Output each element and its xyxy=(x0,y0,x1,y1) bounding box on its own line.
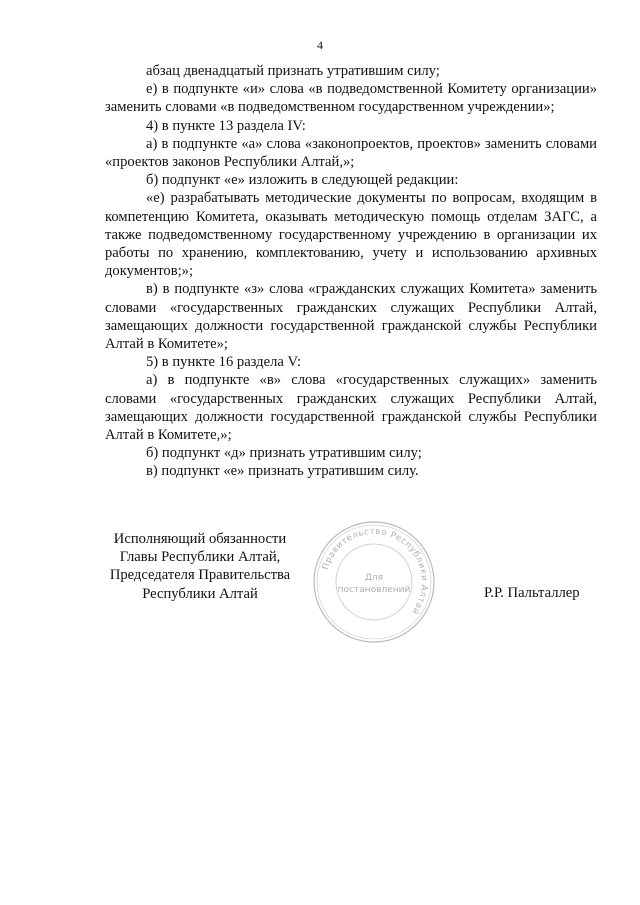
signatory-position-line: Главы Республики Алтай, xyxy=(119,549,281,566)
signatory-position-line: Исполняющий обязанности xyxy=(113,531,287,547)
paragraph: а) в подпункте «в» слова «государственных служащих» заменить словами «государственных гражданских служащих Республики Алтай, замещающих должности государственной гражданской службы Республики Алтай в Комитете,»; xyxy=(105,372,597,444)
seal-ring-text: Правительство Республики Алтай xyxy=(320,526,430,617)
paragraph: б) подпункт «д» признать утратившим силу; xyxy=(146,445,422,462)
seal-center-line: Для xyxy=(364,573,384,583)
paragraph: «е) разрабатывать методические документы по вопросам, входящим в компетенцию Комитета, оказывать методическую помощь отделам ЗАГС, а также подведомственному государственному учреждению в организации их работы по хранению, комплектованию, учету и использованию архивных документов;»; xyxy=(105,190,597,280)
signatory-position xyxy=(104,530,296,603)
paragraph: абзац двенадцатый признать утратившим силу; xyxy=(146,63,440,79)
document-body xyxy=(105,62,597,481)
signatory-name: Р.Р. Пальталлер xyxy=(484,585,580,601)
paragraph: в) подпункт «е» признать утратившим силу. xyxy=(146,463,419,480)
paragraph: а) в подпункте «а» слова «законопроектов, проектов» заменить словами «проектов законов Республики Алтай,»; xyxy=(105,135,597,171)
seal-center-line: постановлений xyxy=(337,585,411,595)
paragraph: в) в подпункте «з» слова «гражданских служащих Комитета» заменить словами «государственных гражданских служащих Республики Алтай, замещающих должности государственной гражданской службы Республики Алтай в Комитете»; xyxy=(105,281,597,353)
paragraph: е) в подпункте «и» слова «в подведомственной Комитету организации» заменить словами «в подведомственном государственном учреждении»; xyxy=(105,81,597,116)
page-number: 4 xyxy=(317,38,323,52)
paragraph: 4) в пункте 13 раздела IV: xyxy=(146,117,306,134)
signatory-position-line: Председателя Правительства xyxy=(109,567,291,584)
paragraph: 5) в пункте 16 раздела V: xyxy=(146,354,302,371)
official-seal xyxy=(310,518,438,646)
paragraph: б) подпункт «е» изложить в следующей редакции: xyxy=(146,172,459,189)
signatory-position-line: Республики Алтай xyxy=(142,585,258,602)
